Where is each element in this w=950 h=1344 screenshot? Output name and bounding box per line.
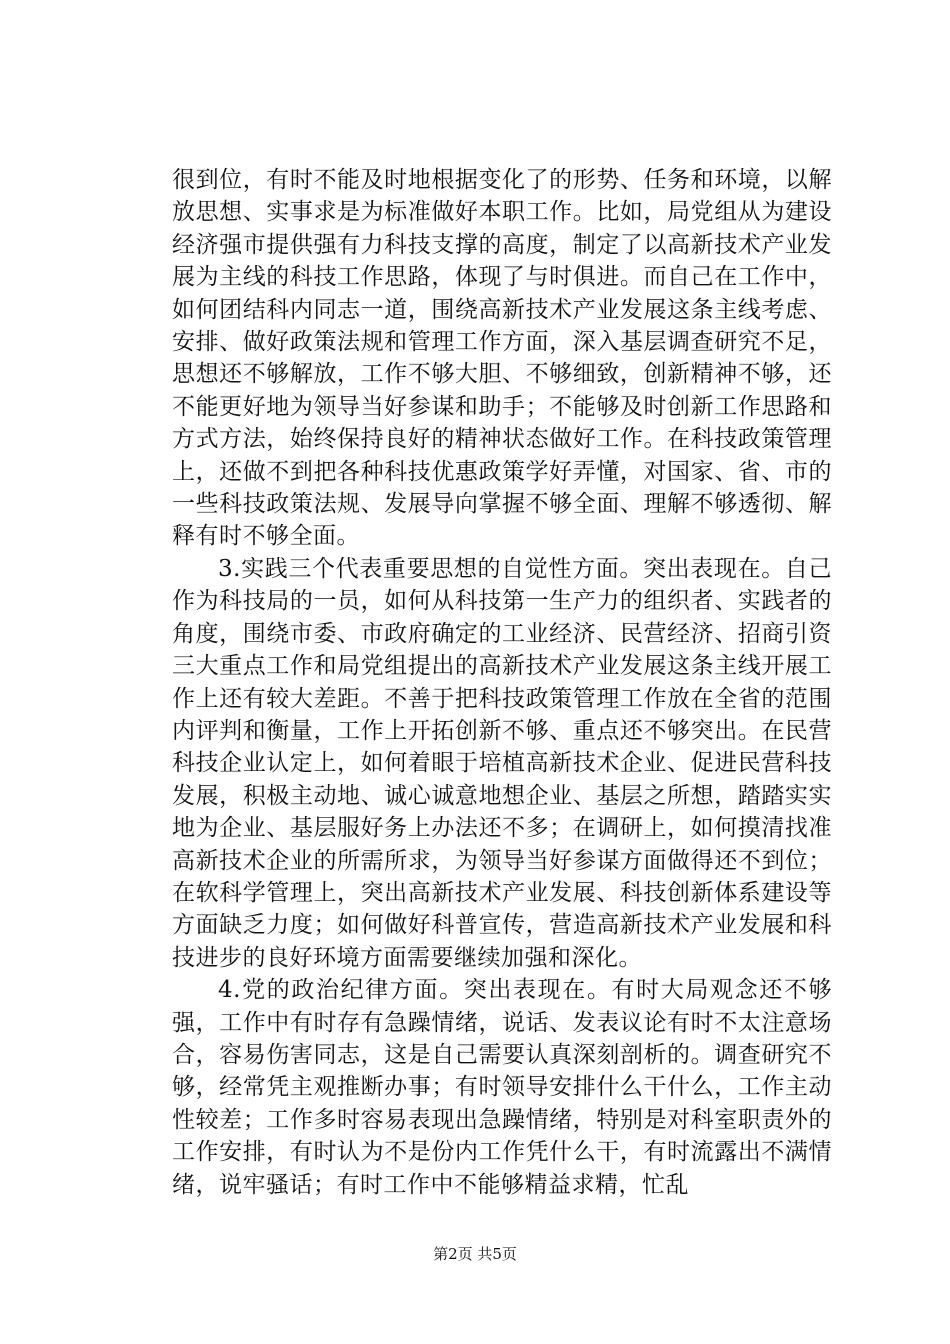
- paragraph-item-3: 3.实践三个代表重要思想的自觉性方面。突出表现在。自己作为科技局的一员，如何从科技第一生产力的组织者、实践者的角度，围绕市委、市政府确定的工业经济、民营经济、招商引资三大重点工作和局党组提出的高新技术产业发展这条主线开展工作上还有较大差距。不善于把科技政策管理工作放在全省的范围内评判和衡量，工作上开拓创新不够、重点还不够突出。在民营科技企业认定上，如何着眼于培植高新技术企业、促进民营科技发展，积极主动地、诚心诚意地想企业、基层之所想，踏踏实实地为企业、基层服好务上办法还不多；在调研上，如何摸清找准高新技术企业的所需所求，为领导当好参谋方面做得还不到位；在软科学管理上，突出高新技术产业发展、科技创新体系建设等方面缺乏力度；如何做好科普宣传，营造高新技术产业发展和科技进步的良好环境方面需要继续加强和深化。: [172, 555, 832, 971]
- document-body: [172, 164, 832, 1201]
- page-number-label: 第2页 共5页: [433, 1245, 517, 1263]
- page-footer: [0, 1244, 950, 1264]
- paragraph-item-4: 4.党的政治纪律方面。突出表现在。有时大局观念还不够强，工作中有时存有急躁情绪，说话、发表议论有时不太注意场合，容易伤害同志，这是自己需要认真深刻剖析的。调查研究不够，经常凭主观推断办事；有时领导安排什么干什么，工作主动性较差；工作多时容易表现出急躁情绪，特别是对科室职责外的工作安排，有时认为不是份内工作凭什么干，有时流露出不满情绪，说牢骚话；有时工作中不能够精益求精，忙乱: [172, 977, 832, 1198]
- paragraph-continuation: 很到位，有时不能及时地根据变化了的形势、任务和环境，以解放思想、实事求是为标准做好本职工作。比如，局党组从为建设经济强市提供强有力科技支撑的高度，制定了以高新技术产业发展为主线的科技工作思路，体现了与时俱进。而自己在工作中，如何团结科内同志一道，围绕高新技术产业发展这条主线考虑、安排、做好政策法规和管理工作方面，深入基层调查研究不足，思想还不够解放，工作不够大胆、不够细致，创新精神不够，还不能更好地为领导当好参谋和助手；不能够及时创新工作思路和方式方法，始终保持良好的精神状态做好工作。在科技政策管理上，还做不到把各种科技优惠政策学好弄懂，对国家、省、市的一些科技政策法规、发展导向掌握不够全面、理解不够透彻、解释有时不够全面。: [172, 167, 832, 550]
